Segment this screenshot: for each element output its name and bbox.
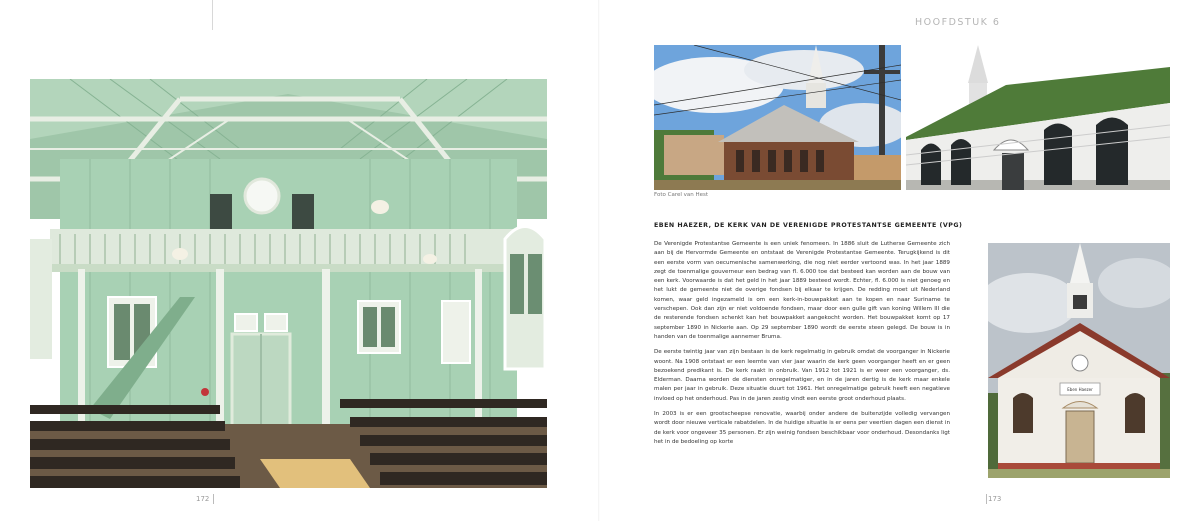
right-folio-rule [986, 494, 987, 504]
section-title: EBEN HAEZER, DE KERK VAN DE VERENIGDE PROTESTANTSE GEMEENTE (VPG) [654, 222, 963, 229]
left-top-rule [212, 0, 213, 30]
paragraph-1: De Verenigde Protestantse Gemeente is een uniek fenomeen. In 1886 sluit de Lutherse Gemeente zich aan bij de Hervormde Gemeente en ontstaat de Verenigde Protestantse Gemeente. Terugkijkend is dit een eerste vorm van oecumenische samenwerking, die nog niet eerder vertoond was. In het jaar 1889 zegt de toenmalige gouverneur een bedrag van fl. 6.000 toe dat besteed kan worden aan de bouw van een kerk. Voorwaarde is dat het geld in het jaar 1889 besteed wordt. Echter, fl. 6.000 is niet genoeg en het lukt de gemeente niet de overige fondsen bij elkaar te krijgen. De redding moet uit Nederland komen, waar geld ingezameld is om een kerk-in-bouwpakket aan te kopen en naar Suriname te verschepen. Ook dan zijn er niet voldoende fondsen, maar door een gulle gift van koning Willem III die de resterende fondsen schenkt kan het bouwpakket aangekocht worden. Het bouwpakket komt op 17 september 1890 in Nickerie aan. Op 29 september 1890 wordt de eerste steen gelegd. De bouw is in handen van de toenmalige aannemer Bruma. [654, 241, 950, 340]
left-page-number: 172 [196, 495, 210, 503]
church-interior-photo [30, 79, 547, 488]
church-sign-text: Eben Haezer [1067, 387, 1093, 392]
paragraph-3: In 2003 is er een grootscheepse renovatie, waarbij onder andere de buitenzijde volledig vervangen wordt door nieuwe verticale rabatdelen. In de huidige situatie is er eens per veertien dagen een dienst in de kerk voor ongeveer 35 personen. Er zijn weinig fondsen beschikbaar voor onderhoud. Desondanks ligt het in de bedoeling op korte [654, 411, 950, 445]
church-facade-photo [988, 243, 1170, 478]
chapter-label: HOOFDSTUK 6 [915, 17, 1001, 28]
church-exterior-photo-side [906, 45, 1170, 190]
photo-credit: Foto Carel van Hest [654, 192, 709, 198]
church-exterior-photo-street [654, 45, 901, 190]
article-body [654, 240, 950, 453]
right-page-number: 173 [988, 495, 1002, 503]
left-folio-rule [213, 494, 214, 504]
paragraph-2: De eerste twintig jaar van zijn bestaan is de kerk regelmatig in gebruik omdat de voorganger in Nickerie woont. Na 1908 ontstaat er een leemte van vier jaar waarin de kerk geen voorganger heeft en er geen bezoekend predikant is. De kerk raakt in onbruik. Van 1912 tot 1921 is er weer een voorganger, ds. Elderman. Daarna worden de diensten onregelmatiger, en in de jaren dertig is de kerk maar enkele malen per jaar in gebruik. Deze situatie duurt tot 1961. Het onregelmatige gebruik heeft een negatieve invloed op het onderhoud. Pas in de jaren zestig vindt een eerste groot onderhoud plaats. [654, 349, 950, 402]
